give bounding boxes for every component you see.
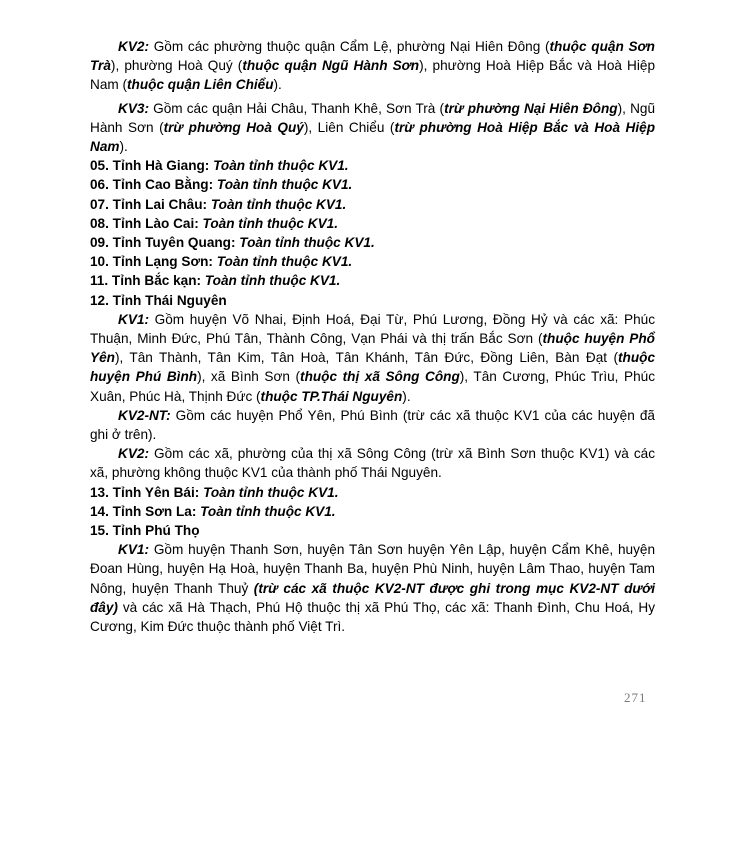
text-run: ). [273,77,282,93]
text-run: và các xã Hà Thạch, Phú Hộ thuộc thị xã Phú Thọ, các xã: Thanh Đình, Chu Hoá, Hy Cương, Kim Đức thuộc thành phố Việt Trì. [90,599,655,635]
province-name: 06. Tỉnh Cao Bằng: [90,177,217,193]
province-status: Toàn tỉnh thuộc KV1. [216,254,353,270]
paragraph-kv2-da-nang [90,37,655,95]
province-name: 15. Tỉnh Phú Thọ [90,523,200,539]
emphasis-run: thuộc huyện Phổ Yên [90,331,655,366]
province-name: 11. Tỉnh Bắc kạn: [90,273,205,289]
province-name: 05. Tỉnh Hà Giang: [90,158,214,174]
text-run: Gồm các phường thuộc quận Cẩm Lệ, phường Nại Hiên Đông ( [148,39,550,54]
province-status: Toàn tỉnh thuộc KV1. [210,196,347,212]
text-run: Gồm huyện Thanh Sơn, huyện Tân Sơn huyện Yên Lập, huyện Cẩm Khê, huyện Đoan Hùng, huyện Hạ Hoà, huyện Thanh Ba, huyện Phù Ninh, huyện Lâm Thao, huyện Tam Nông, huyện Thanh Thuỷ [90,542,655,596]
heading-province-12 [90,291,655,310]
heading-province-09 [90,233,655,252]
paragraph-kv1-thai-nguyen [90,310,655,406]
zone-label: KV2: [118,39,149,54]
zone-label: KV2: [118,446,149,462]
province-name: 12. Tỉnh Thái Nguyên [90,292,227,308]
page-number: 271 [624,690,647,705]
province-name: 07. Tỉnh Lai Châu: [90,196,211,212]
heading-province-07 [90,195,655,214]
province-name: 09. Tỉnh Tuyên Quang: [90,235,240,251]
heading-province-13 [90,483,655,502]
province-status: Toàn tỉnh thuộc KV1. [202,215,338,231]
heading-province-11 [90,271,655,290]
heading-province-06 [90,175,655,194]
text-run: ), xã Bình Sơn ( [197,369,301,385]
text-run: ). [402,388,411,404]
text-run: ), Tân Thành, Tân Kim, Tân Hoà, Tân Khánh, Tân Đức, Đồng Liên, Bàn Đạt ( [114,350,618,366]
paragraph-kv2-thai-nguyen [90,444,655,482]
province-status: Toàn tỉnh thuộc KV1. [216,177,353,193]
province-status: Toàn tỉnh thuộc KV1. [213,158,349,174]
text-run: Gồm các xã, phường của thị xã Sông Công (trừ xã Bình Sơn thuộc KV1) và các xã, phường không thuộc KV1 của thành phố Thái Nguyên. [90,446,655,481]
emphasis-run: thuộc quận Sơn Trà [90,39,655,74]
province-name: 14. Tỉnh Sơn La: [90,503,201,519]
paragraph-kv2nt-thai-nguyen [90,406,655,444]
text-run: Gồm các quận Hải Châu, Thanh Khê, Sơn Trà ( [148,100,445,116]
text-run: Gồm các huyện Phổ Yên, Phú Bình (trừ các xã thuộc KV1 của các huyện đã ghi ở trên). [90,407,655,443]
emphasis-run: thuộc thị xã Sông Công [300,369,460,385]
text-run: ), Tân Cương, Phúc Trìu, Phúc Xuân, Phúc Hà, Thịnh Đức ( [90,369,655,404]
zone-label: KV3: [118,100,149,116]
text-run: ), phường Hoà Hiệp Bắc và Hoà Hiệp Nam ( [90,58,656,93]
paragraph-kv1-phu-tho [90,540,655,636]
zone-label: KV1: [118,311,149,327]
emphasis-run: trừ phường Nại Hiên Đông [444,100,618,116]
text-run: ), phường Hoà Quý ( [110,58,243,74]
heading-province-15 [90,521,655,540]
emphasis-run: thuộc quận Ngũ Hành Sơn [242,58,420,74]
heading-province-05 [90,156,655,175]
zone-label: KV2-NT: [118,407,171,423]
province-name: 13. Tỉnh Yên Bái: [90,484,204,500]
province-name: 10. Tỉnh Lạng Sơn: [90,254,217,270]
zone-label: KV1: [118,542,149,558]
province-status: Toàn tỉnh thuộc KV1. [203,484,339,500]
paragraph-kv3-da-nang [90,99,655,157]
emphasis-run: thuộc huyện Phú Bình [90,350,655,385]
text-run: ). [119,139,128,155]
emphasis-run: trừ phường Hoà Hiệp Bắc và Hoà Hiệp Nam [90,119,655,155]
province-status: Toàn tỉnh thuộc KV1. [200,503,336,519]
province-status: Toàn tỉnh thuộc KV1. [204,273,341,289]
text-run: ), Liên Chiểu ( [303,119,395,135]
emphasis-run: thuộc quận Liên Chiểu [127,77,274,93]
text-run: ), Ngũ Hành Sơn ( [90,100,656,135]
emphasis-run: trừ phường Hoà Quý [163,119,304,135]
text-run: Gồm huyện Võ Nhai, Định Hoá, Đại Từ, Phú Lương, Đồng Hỷ và các xã: Phúc Thuận, Minh Đức, Phú Tân, Thành Công, Vạn Phái và thị trấn Bắc Sơn ( [90,311,655,347]
heading-province-14 [90,502,655,521]
heading-province-10 [90,252,655,271]
province-name: 08. Tỉnh Lào Cai: [90,215,203,231]
heading-province-08 [90,214,655,233]
document-page [90,37,655,636]
emphasis-run: thuộc TP.Thái Nguyên [260,388,403,404]
emphasis-run: (trừ các xã thuộc KV2-NT được ghi trong mục KV2-NT dưới đây) [90,580,655,615]
province-status: Toàn tỉnh thuộc KV1. [239,235,375,251]
